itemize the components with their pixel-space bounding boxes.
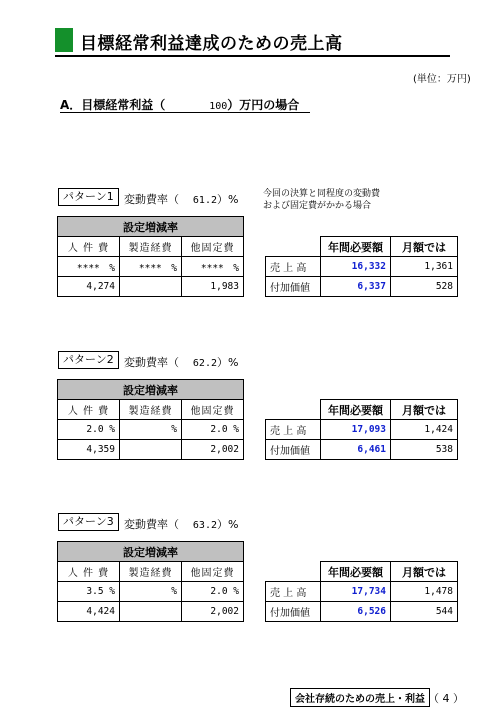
amount-cell: 4,424	[58, 602, 120, 622]
amount-cell	[120, 602, 182, 622]
col-monthly: 月額では	[391, 562, 458, 582]
rate-cell: %	[120, 582, 182, 602]
pattern-1-note: 今回の決算と同程度の変動費 および固定費がかかる場合	[263, 189, 381, 211]
row-value-added-label: 付加価値	[266, 602, 321, 622]
section-underline	[60, 112, 310, 113]
sales-annual: 17,734	[321, 582, 391, 602]
rate-cell: 3.5 %	[58, 582, 120, 602]
rate-cell: **** %	[182, 257, 244, 277]
va-annual: 6,337	[321, 277, 391, 297]
pattern-2-variable-rate: 変動費率（ 62.2）%	[124, 356, 239, 369]
section-prefix: A．目標経常利益（	[60, 98, 166, 112]
pattern-2-settings-table	[57, 379, 244, 460]
pattern-3-result-table	[265, 561, 458, 622]
rate-cell: 2.0 %	[182, 420, 244, 440]
row-sales-label: 売 上 高	[266, 582, 321, 602]
col-other-fixed: 他固定費	[182, 237, 244, 257]
pattern-2-rate-value: 62.2	[192, 358, 217, 369]
amount-cell	[120, 277, 182, 297]
rate-cell: 2.0 %	[182, 582, 244, 602]
col-annual: 年間必要額	[321, 562, 391, 582]
amount-cell	[120, 440, 182, 460]
rate-cell: 2.0 %	[58, 420, 120, 440]
pattern-3-variable-rate: 変動費率（ 63.2）%	[124, 518, 239, 531]
pattern-3-rate-value: 63.2	[192, 520, 217, 531]
col-annual: 年間必要額	[321, 400, 391, 420]
title-underline	[55, 55, 450, 57]
pattern-1-variable-rate: 変動費率（ 61.2）%	[124, 193, 239, 206]
sales-annual: 17,093	[321, 420, 391, 440]
pattern-1-result-table	[265, 236, 458, 297]
col-personnel: 人 件 費	[58, 400, 120, 420]
amount-cell: 2,002	[182, 440, 244, 460]
rate-cell: %	[120, 420, 182, 440]
row-value-added-label: 付加価値	[266, 440, 321, 460]
pattern-3-label: パターン3	[58, 513, 119, 531]
va-monthly: 544	[391, 602, 458, 622]
col-manufacturing: 製造経費	[120, 400, 182, 420]
col-personnel: 人 件 費	[58, 237, 120, 257]
sales-monthly: 1,478	[391, 582, 458, 602]
pattern-1-settings-table	[57, 216, 244, 297]
col-personnel: 人 件 費	[58, 562, 120, 582]
settings-header: 設定増減率	[58, 380, 244, 400]
page-number: （ 4 ）	[428, 692, 464, 705]
amount-cell: 1,983	[182, 277, 244, 297]
sales-monthly: 1,424	[391, 420, 458, 440]
col-other-fixed: 他固定費	[182, 562, 244, 582]
col-monthly: 月額では	[391, 237, 458, 257]
va-monthly: 538	[391, 440, 458, 460]
va-annual: 6,526	[321, 602, 391, 622]
page-title: 目標経常利益達成のための売上高	[80, 34, 343, 54]
pattern-1-rate-value: 61.2	[192, 195, 217, 206]
row-sales-label: 売 上 高	[266, 257, 321, 277]
row-value-added-label: 付加価値	[266, 277, 321, 297]
col-manufacturing: 製造経費	[120, 237, 182, 257]
pattern-2-result-table	[265, 399, 458, 460]
amount-cell: 4,274	[58, 277, 120, 297]
col-monthly: 月額では	[391, 400, 458, 420]
pattern-3-settings-table	[57, 541, 244, 622]
pattern-1-label: パターン1	[58, 188, 119, 206]
rate-cell: **** %	[120, 257, 182, 277]
pattern-2-label: パターン2	[58, 351, 119, 369]
col-annual: 年間必要額	[321, 237, 391, 257]
amount-cell: 2,002	[182, 602, 244, 622]
footer-label: 会社存続のための売上・利益	[290, 688, 430, 707]
va-monthly: 528	[391, 277, 458, 297]
col-manufacturing: 製造経費	[120, 562, 182, 582]
sales-annual: 16,332	[321, 257, 391, 277]
section-heading	[60, 96, 299, 113]
col-other-fixed: 他固定費	[182, 400, 244, 420]
amount-cell: 4,359	[58, 440, 120, 460]
section-suffix: ）万円の場合	[227, 98, 300, 112]
title-accent-block	[55, 28, 73, 52]
sales-monthly: 1,361	[391, 257, 458, 277]
settings-header: 設定増減率	[58, 217, 244, 237]
settings-header: 設定増減率	[58, 542, 244, 562]
row-sales-label: 売 上 高	[266, 420, 321, 440]
target-profit-value: 100	[209, 101, 228, 112]
unit-label: (単位：万円)	[413, 74, 471, 85]
rate-cell: **** %	[58, 257, 120, 277]
va-annual: 6,461	[321, 440, 391, 460]
